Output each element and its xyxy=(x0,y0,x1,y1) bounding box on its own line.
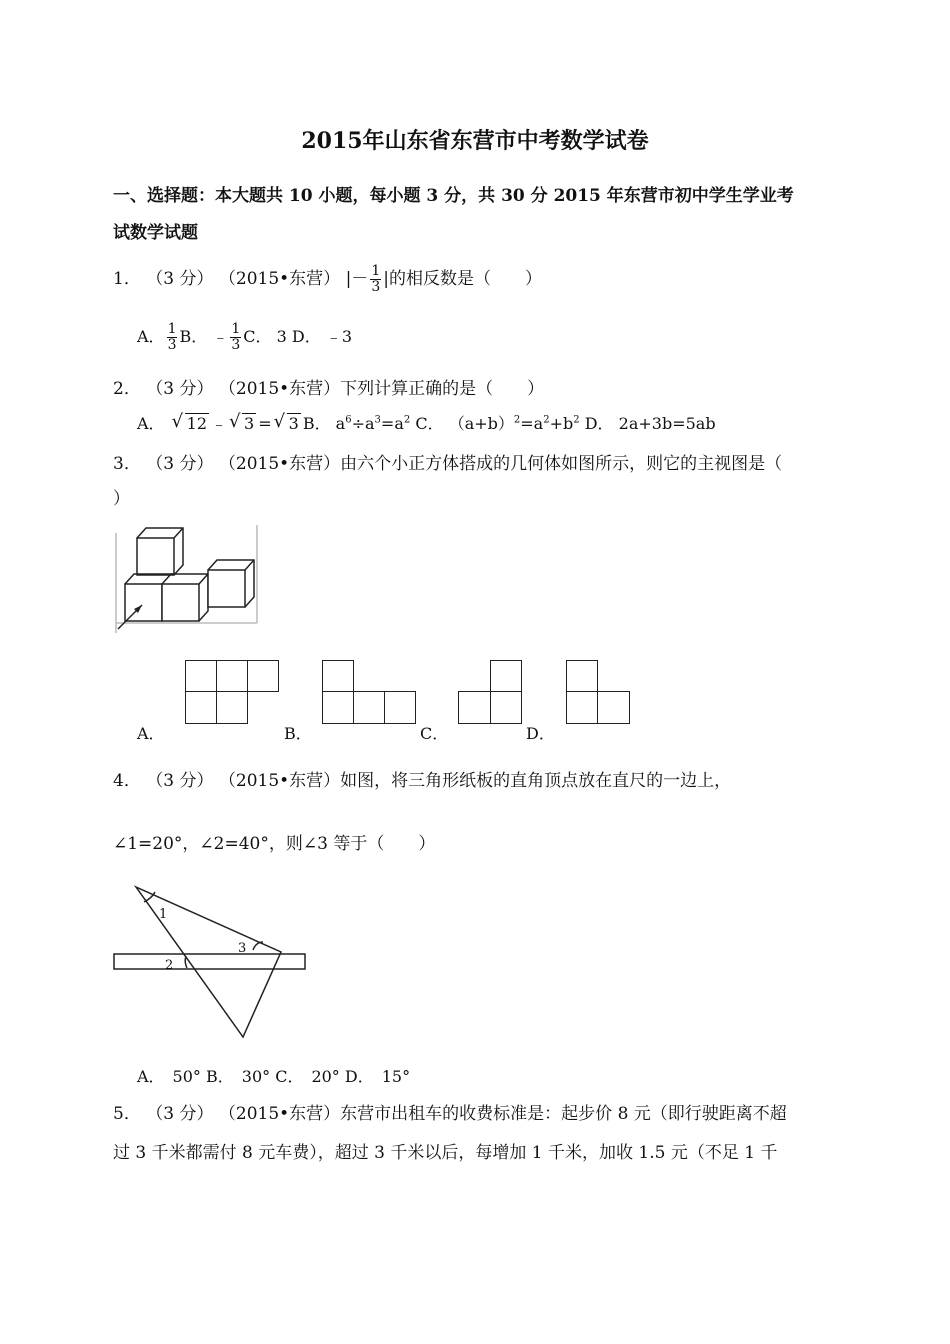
q2-option-a-radicand-2: 3 xyxy=(244,414,255,433)
q1-option-b-num: 1 xyxy=(231,321,241,337)
q2-option-c-label: C． xyxy=(415,414,444,433)
q2-source: （2015•东营） xyxy=(218,379,341,399)
q1-option-a-num: 1 xyxy=(167,321,177,337)
q2-option-a-radical-2: √ 3 xyxy=(229,411,255,433)
q1-options xyxy=(137,322,352,353)
q2-option-b-expr xyxy=(336,414,411,433)
q5-score: （3 分） xyxy=(146,1104,214,1124)
q1-option-b-fraction xyxy=(230,322,241,353)
q5-stem: 东营市出租车的收费标准是：起步价 8 元（即行驶距离不超 xyxy=(340,1104,787,1124)
question-4 xyxy=(113,766,731,791)
q1-option-c-label: C． xyxy=(243,327,272,346)
q2-c-exp2: 2 xyxy=(543,414,550,426)
q1-frac-num: 1 xyxy=(371,263,381,279)
q1-option-b-label: B． xyxy=(179,327,208,346)
q4-angle-3-label: 3 xyxy=(238,941,247,956)
q2-b-exp2: 3 xyxy=(374,414,381,426)
q1-abs-open: |－ xyxy=(345,269,369,289)
q3-option-a-figure xyxy=(185,660,279,725)
q3-option-c-label: C． xyxy=(420,724,449,743)
q1-option-b-minus: ﹣ xyxy=(212,327,229,346)
q2-option-a-radicand-1: 12 xyxy=(186,414,208,433)
q1-option-b-den: 3 xyxy=(231,337,241,353)
question-3 xyxy=(113,449,782,474)
q2-b-exp3: 2 xyxy=(403,414,411,426)
q4-angle-2-label: 2 xyxy=(165,958,174,973)
q1-stem: 的相反数是（ ） xyxy=(388,269,542,289)
q2-option-b-label: B． xyxy=(302,414,331,433)
q3-stem: 由六个小正方体搭成的几何体如图所示，则它的主视图是（ xyxy=(340,454,783,474)
q2-option-a-radical-3: √ 3 xyxy=(273,411,299,433)
section-heading-line2: 试数学试题 xyxy=(113,223,198,243)
q4-options: A． 50° B． 30° C． 20° D． 15° xyxy=(137,1067,411,1086)
q2-b-op: ÷a xyxy=(351,414,375,433)
q3-option-c-figure xyxy=(458,660,522,725)
q1-fraction xyxy=(370,264,381,295)
q1-frac-den: 3 xyxy=(371,279,381,295)
q2-b-exp1: 6 xyxy=(345,414,352,426)
question-5 xyxy=(113,1099,787,1124)
q1-abs-close: | xyxy=(383,269,389,289)
q2-c-base: （a+b） xyxy=(448,414,514,433)
q4-stem-line2: ∠1=20°，∠2=40°，则∠3 等于（ ） xyxy=(113,834,436,854)
q3-option-d-label: D． xyxy=(526,724,555,743)
q1-score: （3 分） xyxy=(146,269,214,289)
q5-number: 5． xyxy=(113,1104,141,1124)
section-heading-line1: 一、选择题：本大题共 10 小题，每小题 3 分，共 30 分 2015 年东营市初中学生学业考 xyxy=(113,186,794,206)
q2-option-a-label: A． xyxy=(137,414,165,433)
q2-stem: 下列计算正确的是（ ） xyxy=(340,379,545,399)
question-2 xyxy=(113,374,544,399)
q3-option-b-figure xyxy=(322,660,416,725)
q3-option-b-label: B． xyxy=(284,724,312,743)
q2-c-exp3: 2 xyxy=(573,414,580,426)
q2-c-exp1: 2 xyxy=(513,414,521,426)
q2-option-d-value: 2a+3b=5ab xyxy=(618,414,716,433)
q1-option-d-label: D． xyxy=(291,327,321,346)
q3-number: 3． xyxy=(113,454,141,474)
page-title: 2015年山东省东营市中考数学试卷 xyxy=(301,128,649,154)
q2-option-a-minus: ﹣ xyxy=(211,414,228,433)
q2-b-eq: =a xyxy=(380,414,404,433)
q2-number: 2． xyxy=(113,379,141,399)
q4-stem: 如图，将三角形纸板的直角顶点放在直尺的一边上， xyxy=(340,771,732,791)
q1-option-d-value: ﹣3 xyxy=(325,327,353,346)
q3-solid-figure xyxy=(112,525,262,637)
q1-option-a-den: 3 xyxy=(167,337,177,353)
q3-score: （3 分） xyxy=(146,454,214,474)
q1-option-c-value: 3 xyxy=(276,327,287,346)
q2-c-mid: =a xyxy=(520,414,544,433)
q2-option-a-equals: = xyxy=(258,414,272,433)
q1-option-a-fraction xyxy=(167,322,178,353)
q2-options xyxy=(137,411,716,434)
q2-option-d-label: D． xyxy=(584,414,614,433)
q3-option-a-label: A． xyxy=(137,724,165,743)
q5-source: （2015•东营） xyxy=(218,1104,341,1124)
q4-triangle-ruler-figure xyxy=(108,880,313,1042)
q2-option-a-radical-1: √ 12 xyxy=(171,411,208,433)
q1-option-a-label: A． xyxy=(137,327,165,346)
q1-number: 1． xyxy=(113,269,141,289)
q4-source: （2015•东营） xyxy=(218,771,341,791)
q4-score: （3 分） xyxy=(146,771,214,791)
q2-c-plus: +b xyxy=(549,414,574,433)
q3-source: （2015•东营） xyxy=(218,454,341,474)
question-1 xyxy=(113,264,542,295)
q2-option-c-expr xyxy=(449,414,580,433)
q2-score: （3 分） xyxy=(146,379,214,399)
q4-angle-1-label: 1 xyxy=(159,907,168,922)
q3-option-d-figure xyxy=(566,660,630,725)
q3-stem-end: ） xyxy=(113,489,130,509)
q1-source: （2015•东营） xyxy=(218,269,341,289)
q2-b-base: a xyxy=(335,414,346,433)
q2-option-a-radicand-3: 3 xyxy=(288,414,299,433)
q4-number: 4． xyxy=(113,771,141,791)
q5-stem-line2: 过 3 千米都需付 8 元车费），超过 3 千米以后，每增加 1 千米，加收 1.5 元（不足 1 千 xyxy=(113,1143,778,1163)
